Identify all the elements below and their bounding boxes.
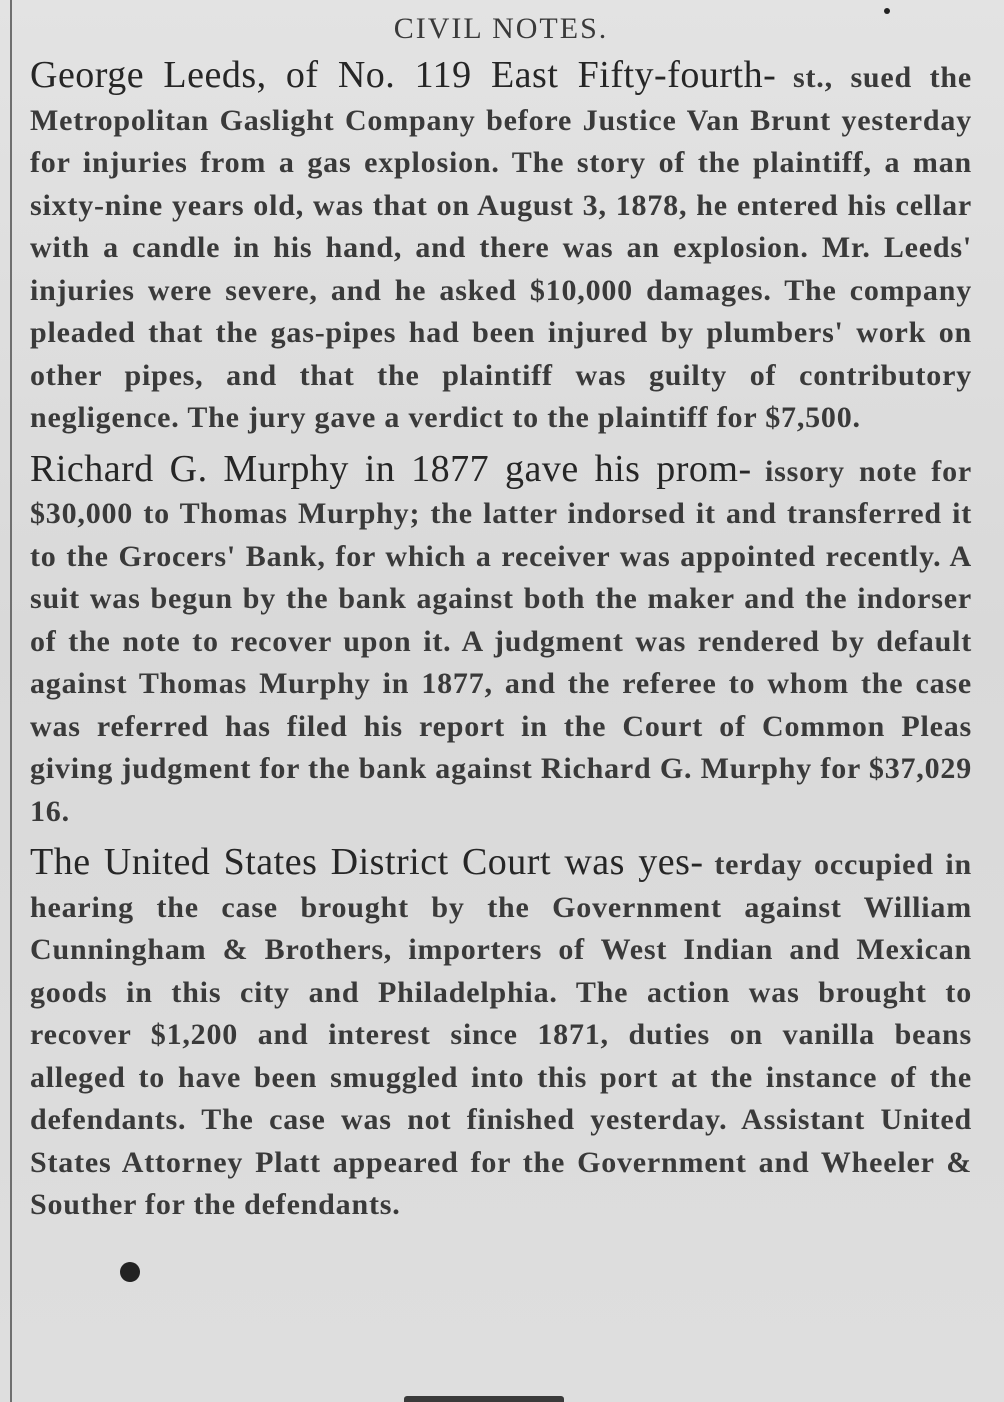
- bottom-ornament-rule: [404, 1396, 564, 1402]
- article-paragraph-3: [30, 841, 972, 1227]
- paragraph-2-body: issory note for $30,000 to Thomas Murphy; the latter indorsed it and transferred it to the Grocers' Bank, for which a receiver was appointed recently. A suit was begun by the bank against both the maker and the indorser of the note to recover upon it. A judgment was rendered by default against Thomas Murphy in 1877, and the referee to whom the case was referred has filed his report in the Court of Common Pleas giving judgment for the bank against Richard G. Murphy for $37,029 16.: [30, 454, 972, 828]
- paragraph-3-lead: The United States District Court was yes-: [30, 841, 704, 883]
- ink-blot: [120, 1262, 140, 1282]
- article-paragraph-1: [30, 54, 972, 440]
- article-paragraph-2: [30, 448, 972, 834]
- column-rule: [10, 0, 12, 1402]
- paragraph-2-lead: Richard G. Murphy in 1877 gave his prom-: [30, 447, 752, 490]
- ink-speck: [884, 8, 890, 14]
- article-headline: CIVIL NOTES.: [393, 12, 609, 45]
- paragraph-1-lead: George Leeds, of No. 119 East Fifty-fourth-: [30, 54, 777, 96]
- paragraph-1-body: st., sued the Metropolitan Gaslight Company before Justice Van Brunt yesterday for injuries from a gas explosion. The story of the plaintiff, a man sixty-nine years old, was that on August 3, 1878, he entered his cellar with a candle in his hand, and there was an explosion. Mr. Leeds' injuries were severe, and he asked $10,000 damages. The company pleaded that the gas-pipes had been injured by plumbers' work on other pipes, and that the plaintiff was guilty of contributory negligence. The jury gave a verdict to the plaintiff for $7,500.: [30, 61, 972, 434]
- article-column: [30, 6, 972, 1235]
- paragraph-3-body: terday occupied in hearing the case brought by the Government against William Cunningham & Brothers, importers of West Indian and Mexican goods in this city and Philadelphia. The action was brought to recover $1,200 and interest since 1871, duties on vanilla beans alleged to have been smuggled into this port at the instance of the defendants. The case was not finished yesterday. Assistant United States Attorney Platt appeared for the Government and Wheeler & Souther for the defendants.: [30, 848, 973, 1221]
